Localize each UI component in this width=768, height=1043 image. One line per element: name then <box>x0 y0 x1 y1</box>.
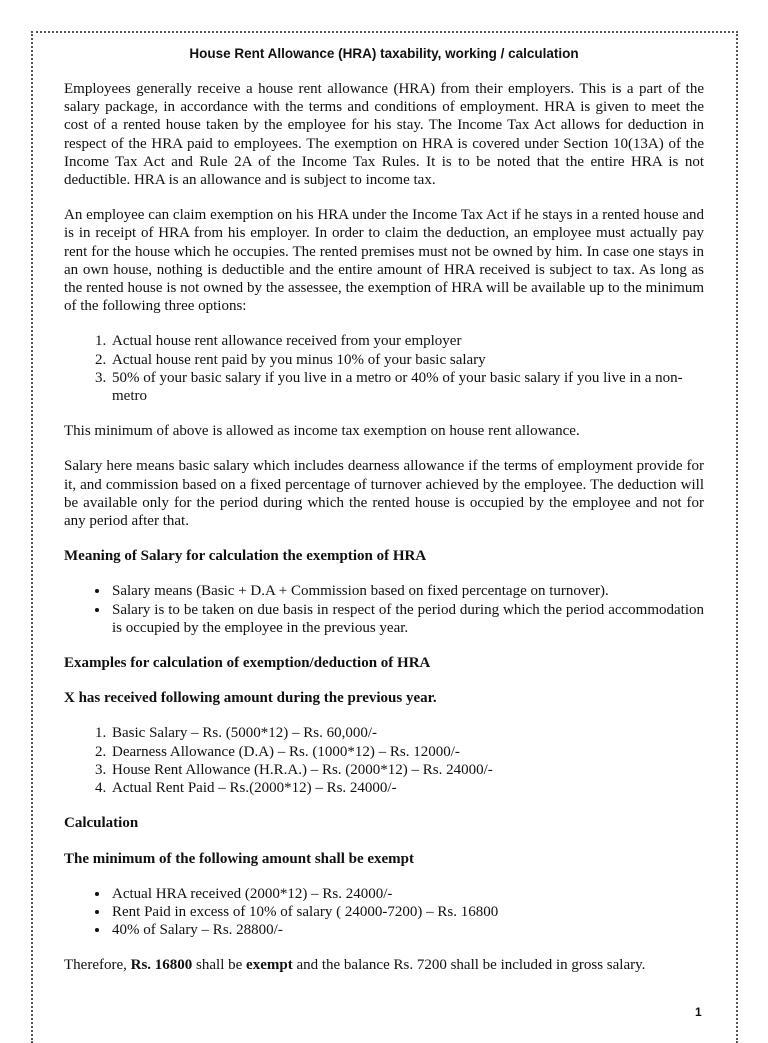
list-item: • Actual HRA received (2000*12) – Rs. 24000/- <box>110 885 704 903</box>
document-title: House Rent Allowance (HRA) taxability, working / calculation <box>189 46 579 61</box>
list-item: • Salary is to be taken on due basis in respect of the period during which the period accommodation is occupied by the employee in the previous year. <box>110 601 704 637</box>
x-received-heading: X has received following amount during the previous year. <box>64 690 437 707</box>
exempt-amount: Rs. 16800 <box>130 957 193 974</box>
list-item: • Salary means (Basic + D.A + Commission based on fixed percentage on turnover). <box>110 582 704 600</box>
exempt-bullets <box>64 885 704 940</box>
page-number: 1 <box>695 1005 702 1019</box>
examples-heading: Examples for calculation of exemption/deduction of HRA <box>64 655 431 672</box>
list-item: 1. Basic Salary – Rs. (5000*12) – Rs. 60,000/- <box>110 724 704 742</box>
salary-paragraph: Salary here means basic salary which includes dearness allowance if the terms of employment provide for it, and commission based on a fixed percentage of turnover achieved by the employee. The deduction will be available only for the period during which the rented house is occupied by the employee and not for any period after that. <box>64 458 704 530</box>
calculation-heading: Calculation <box>64 815 139 832</box>
exempt-word: exempt <box>246 957 293 974</box>
exemption-paragraph: An employee can claim exemption on his HRA under the Income Tax Act if he stays in a rented house and is in receipt of HRA from his employer. In order to claim the deduction, an employee must actually pay rent for the house which he occupies. The rented premises must not be owned by him. In case one stays in an own house, nothing is deductible and the entire amount of HRA received is subject to tax. As long as the rented house is not owned by the assessee, the exemption of HRA will be available up to the minimum of the following three options: <box>64 207 704 315</box>
amounts-list <box>64 724 704 797</box>
document-body <box>64 80 704 992</box>
salary-bullets <box>64 582 704 637</box>
minimum-exempt-heading: The minimum of the following amount shall be exempt <box>64 850 415 867</box>
exemption-options-list <box>64 332 704 405</box>
intro-paragraph: Employees generally receive a house rent allowance (HRA) from their employers. This is a part of the salary package, in accordance with the terms and conditions of employment. HRA is given to meet the cost of a rented house taken by the employee for his stay. The Income Tax Act allows for deduction in respect of the HRA paid to employees. The exemption on HRA is covered under Section 10(13A) of the Income Tax Act and Rule 2A of the Income Tax Rules. It is to be noted that the entire HRA is not deductible. HRA is an allowance and is subject to income tax. <box>64 81 704 189</box>
list-item: 3. 50% of your basic salary if you live in a metro or 40% of your basic salary if you live in a non-metro <box>110 369 704 405</box>
list-item: 1. Actual house rent allowance received from your employer <box>110 332 704 350</box>
list-item: 3. House Rent Allowance (H.R.A.) – Rs. (2000*12) – Rs. 24000/- <box>110 761 704 779</box>
salary-meaning-heading: Meaning of Salary for calculation the exemption of HRA <box>64 548 427 565</box>
minimum-paragraph: This minimum of above is allowed as income tax exemption on house rent allowance. <box>64 423 580 440</box>
list-item: 2. Actual house rent paid by you minus 10% of your basic salary <box>110 351 704 369</box>
conclusion-paragraph: Therefore, Rs. 16800 shall be exempt and the balance Rs. 7200 shall be included in gross salary. <box>64 957 646 974</box>
list-item: • Rent Paid in excess of 10% of salary ( 24000-7200) – Rs. 16800 <box>110 903 704 921</box>
list-item: 4. Actual Rent Paid – Rs.(2000*12) – Rs. 24000/- <box>110 779 704 797</box>
list-item: 2. Dearness Allowance (D.A) – Rs. (1000*12) – Rs. 12000/- <box>110 743 704 761</box>
list-item: • 40% of Salary – Rs. 28800/- <box>110 921 704 939</box>
